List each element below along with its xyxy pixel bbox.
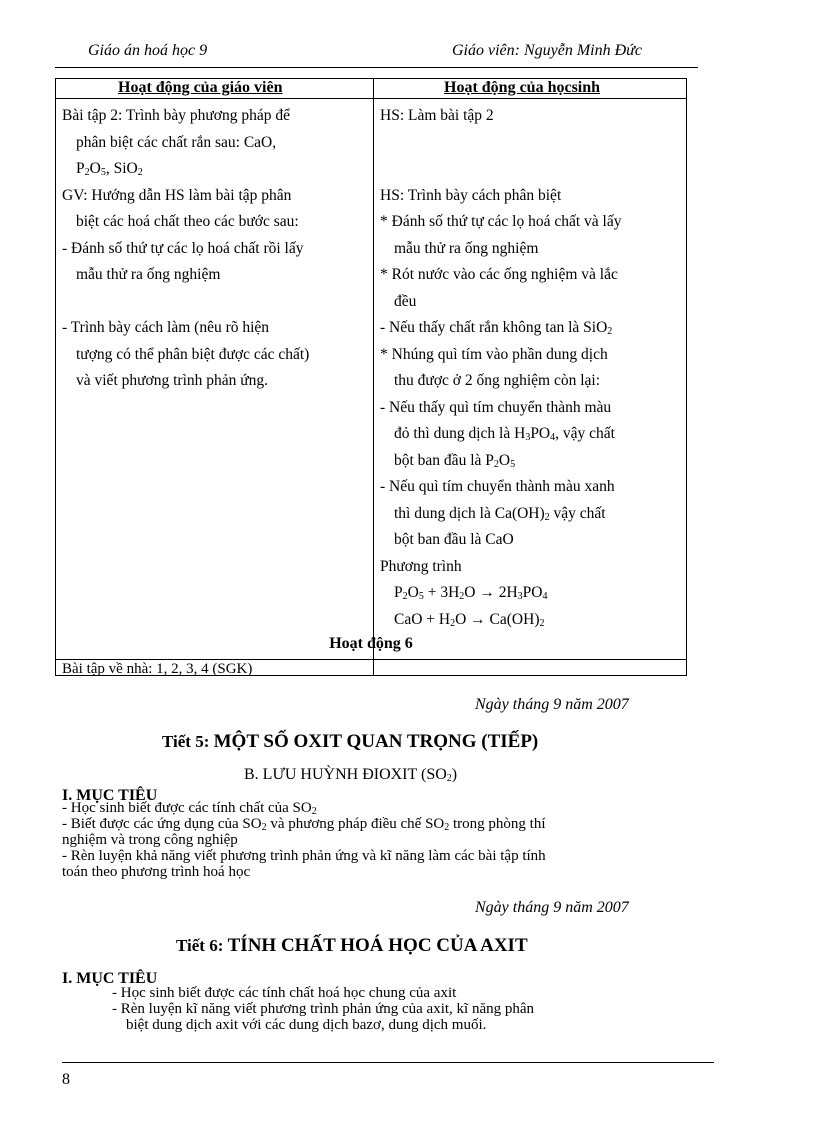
teacher-line: $P_2O_5$, SiO$_2$: [76, 160, 143, 178]
table-column-divider: [373, 79, 374, 675]
student-line: HS: Trình bày cách phân biệt: [380, 186, 562, 204]
column-header-student: Hoạt động của họcsinh: [444, 79, 601, 96]
student-line: bột ban đầu là CaO: [394, 531, 514, 548]
activity-6-rule: [56, 659, 686, 660]
student-spacer: [380, 130, 682, 157]
student-line: - Nếu thấy quì tím chuyển thành màu: [380, 398, 612, 416]
objective-line: - Biết được các ứng dụng của $SO_2$ và phương pháp điều chế $SO_2$ trong phòng thí: [62, 816, 546, 833]
student-line: đều: [394, 292, 417, 310]
teacher-line: tượng có thể phân biệt được các chất): [76, 345, 310, 363]
student-line: Phương trình: [380, 557, 462, 575]
student-line: * Đánh số thứ tự các lọ hoá chất và lấy: [380, 213, 622, 230]
objective-line: biệt dung dịch axit với các dung dịch bazơ, dung dịch muối.: [126, 1017, 487, 1033]
lesson6-objectives: [62, 985, 682, 1033]
lesson5-objectives: [62, 800, 682, 880]
page-number: 8: [62, 1071, 70, 1088]
student-line: mẫu thử ra ống nghiệm: [394, 239, 539, 257]
equation-2: CaO + $H_2O \to Ca(OH)_2$: [394, 610, 545, 629]
student-line: - Nếu quì tím chuyển thành màu xanh: [380, 478, 615, 495]
lesson5-subtitle: B. LƯU HUỲNH ĐIOXIT $(SO_2)$: [244, 766, 458, 784]
homework-text: Bài tập về nhà: 1, 2, 3, 4 (SGK): [62, 661, 253, 677]
student-column: [380, 103, 682, 633]
teacher-line: phân biệt các chất rắn sau: CaO,: [76, 133, 277, 151]
equation-1: $P_2O_5 + 3H_2O \to 2H_3PO_4$: [394, 584, 548, 602]
teacher-line: Bài tập 2: Trình bày phương pháp để: [62, 107, 290, 124]
lesson5-title: Tiết 5: MỘT SỐ OXIT QUAN TRỌNG (TIẾP): [162, 731, 539, 752]
lesson6-date: Ngày tháng 9 năm 2007: [475, 899, 629, 916]
objective-line: - Học sinh biết được các tính chất hoá học chung của axit: [112, 985, 457, 1001]
teacher-line: GV: Hướng dẫn HS làm bài tập phân: [62, 186, 292, 204]
lesson5-section-heading: I. MỤC TIÊU: [62, 787, 158, 804]
objective-line: toán theo phương trình hoá học: [62, 864, 251, 880]
student-line: thu được ở 2 ống nghiệm còn lại:: [394, 372, 601, 389]
header-right: Giáo viên: Nguyễn Minh Đức: [452, 42, 643, 59]
objective-line: - Rèn luyện kĩ năng viết phương trình phản ứng của axit, kĩ năng phân: [112, 1001, 535, 1017]
teacher-line: - Trình bày cách làm (nêu rõ hiện: [62, 319, 270, 336]
teacher-spacer: [62, 289, 366, 316]
lesson5-date: Ngày tháng 9 năm 2007: [475, 696, 629, 713]
footer-rule: [62, 1062, 714, 1063]
student-line: - Nếu thấy chất rắn không tan là SiO$_2$: [380, 319, 613, 337]
student-line: * Nhúng quì tím vào phần dung dịch: [380, 345, 608, 363]
lesson6-section-heading: I. MỤC TIÊU: [62, 970, 158, 987]
teacher-line: mẫu thử ra ống nghiệm: [76, 266, 221, 283]
activity-6-heading: Hoạt động 6: [329, 635, 413, 652]
objective-line: nghiệm và trong công nghiệp: [62, 832, 238, 848]
objective-line: - Học sinh biết được các tính chất của $SO_2$: [62, 800, 317, 817]
student-line: HS: Làm bài tập 2: [380, 107, 494, 124]
student-line: bột ban đầu là $P_2O_5$: [394, 451, 516, 470]
column-header-teacher: Hoạt động của giáo viên: [118, 79, 283, 96]
teacher-line: - Đánh số thứ tự các lọ hoá chất rồi lấy: [62, 239, 304, 257]
objective-line: - Rèn luyện khả năng viết phương trình phản ứng và kĩ năng làm các bài tập tính: [62, 848, 546, 864]
student-line: thì dung dịch là $Ca(OH)_2$ vậy chất: [394, 504, 606, 523]
activity-table: [55, 78, 687, 676]
teacher-column: [62, 103, 366, 395]
student-line: * Rót nước vào các ống nghiệm và lắc: [380, 266, 618, 283]
header-left: Giáo án hoá học 9: [88, 42, 208, 59]
lesson6-title: Tiết 6: TÍNH CHẤT HOÁ HỌC CỦA AXIT: [176, 935, 528, 956]
table-header-divider: [56, 98, 686, 99]
student-line: đỏ thì dung dịch là $H_3PO_4$, vậy chất: [394, 425, 615, 443]
student-spacer: [380, 156, 682, 183]
header-rule: [55, 67, 698, 68]
teacher-line: biệt các hoá chất theo các bước sau:: [76, 213, 299, 230]
teacher-line: và viết phương trình phản ứng.: [76, 372, 269, 389]
